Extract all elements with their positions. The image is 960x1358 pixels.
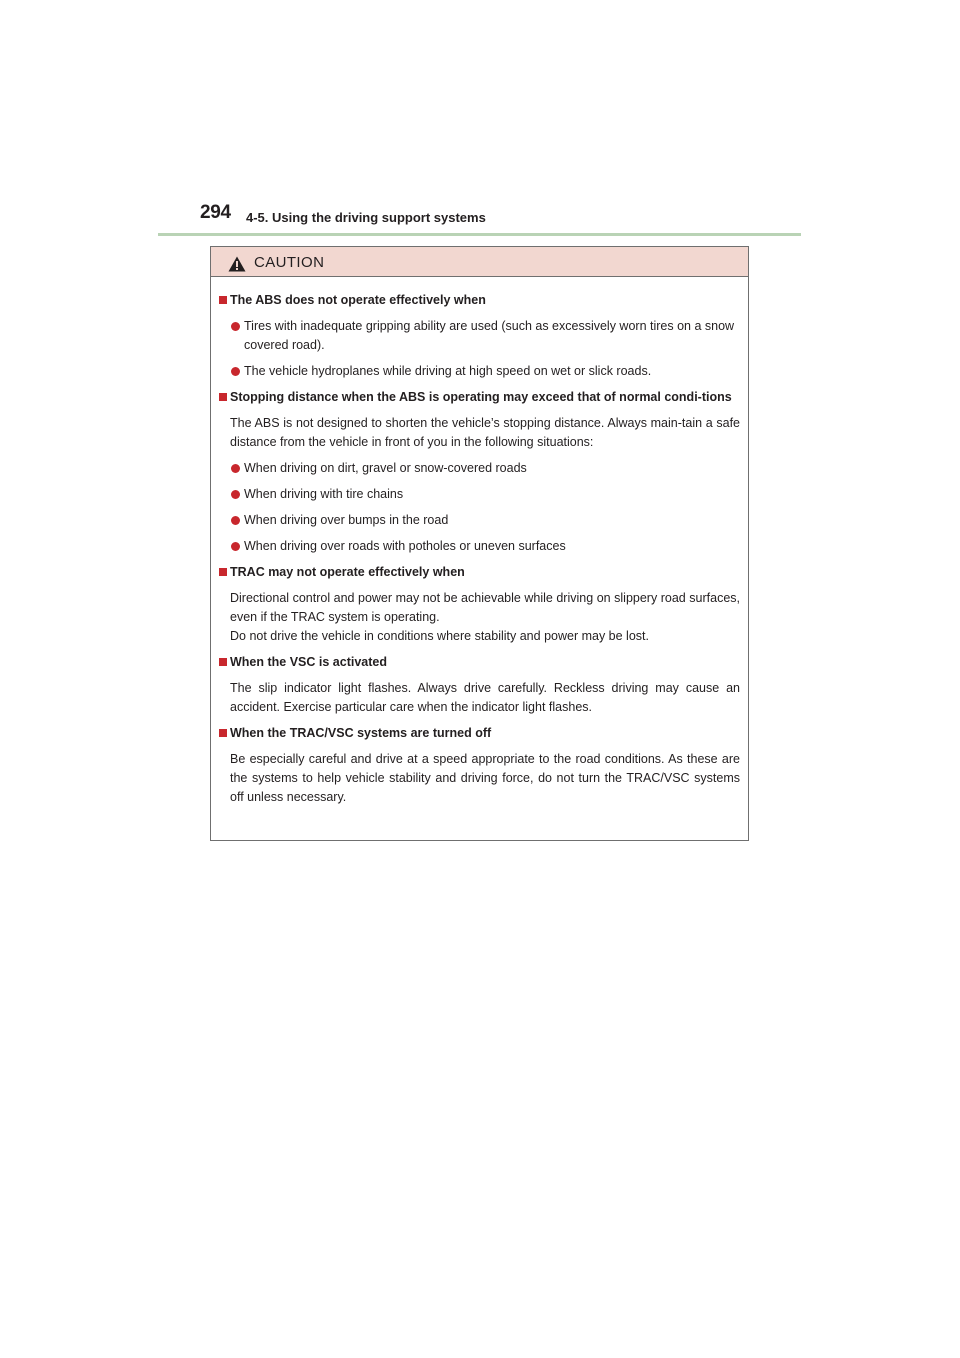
square-bullet-icon — [219, 393, 227, 401]
section-title: 4-5. Using the driving support systems — [246, 210, 486, 225]
square-bullet-icon — [219, 658, 227, 666]
circle-bullet-icon — [231, 516, 240, 525]
paragraph: The ABS is not designed to shorten the vehicle’s stopping distance. Always main-tain a safe distance from the vehicle in front of you in the following situations: — [230, 416, 740, 449]
paragraph: Directional control and power may not be achievable while driving on slippery road surfaces, even if the TRAC system is operating. Do not drive the vehicle in conditions where stability and power may be lost. — [230, 591, 740, 643]
square-bullet-icon — [219, 729, 227, 737]
caution-header — [211, 247, 748, 277]
topic-heading: When the TRAC/VSC systems are turned off — [219, 724, 740, 743]
caution-title: CAUTION — [254, 254, 325, 271]
circle-bullet-icon — [231, 542, 240, 551]
caution-body — [211, 277, 748, 807]
paragraph: Be especially careful and drive at a speed appropriate to the road conditions. As these are the systems to help vehicle stability and driving force, do not turn the TRAC/VSC systems off unless necessary. — [230, 752, 740, 804]
square-bullet-icon — [219, 568, 227, 576]
page-header — [198, 200, 802, 230]
topic-heading: TRAC may not operate effectively when — [219, 563, 740, 582]
page-number: 294 — [200, 202, 231, 223]
list-item: The vehicle hydroplanes while driving at high speed on wet or slick roads. — [219, 362, 740, 381]
topic-heading: The ABS does not operate effectively when — [219, 291, 740, 310]
warning-triangle-icon — [228, 256, 246, 272]
topic-heading: Stopping distance when the ABS is operating may exceed that of normal condi-tions — [219, 388, 740, 407]
list-item: When driving on dirt, gravel or snow-covered roads — [219, 459, 740, 478]
list-item: Tires with inadequate gripping ability are used (such as excessively worn tires on a snow covered road). — [219, 317, 740, 355]
circle-bullet-icon — [231, 367, 240, 376]
circle-bullet-icon — [231, 322, 240, 331]
topic-heading: When the VSC is activated — [219, 653, 740, 672]
caution-box — [210, 246, 749, 841]
paragraph: The slip indicator light flashes. Always drive carefully. Reckless driving may cause an accident. Exercise particular care when the indicator light flashes. — [230, 681, 740, 714]
list-item: When driving over bumps in the road — [219, 511, 740, 530]
circle-bullet-icon — [231, 464, 240, 473]
list-item: When driving over roads with potholes or uneven surfaces — [219, 537, 740, 556]
square-bullet-icon — [219, 296, 227, 304]
list-item: When driving with tire chains — [219, 485, 740, 504]
circle-bullet-icon — [231, 490, 240, 499]
header-rule — [158, 233, 801, 236]
